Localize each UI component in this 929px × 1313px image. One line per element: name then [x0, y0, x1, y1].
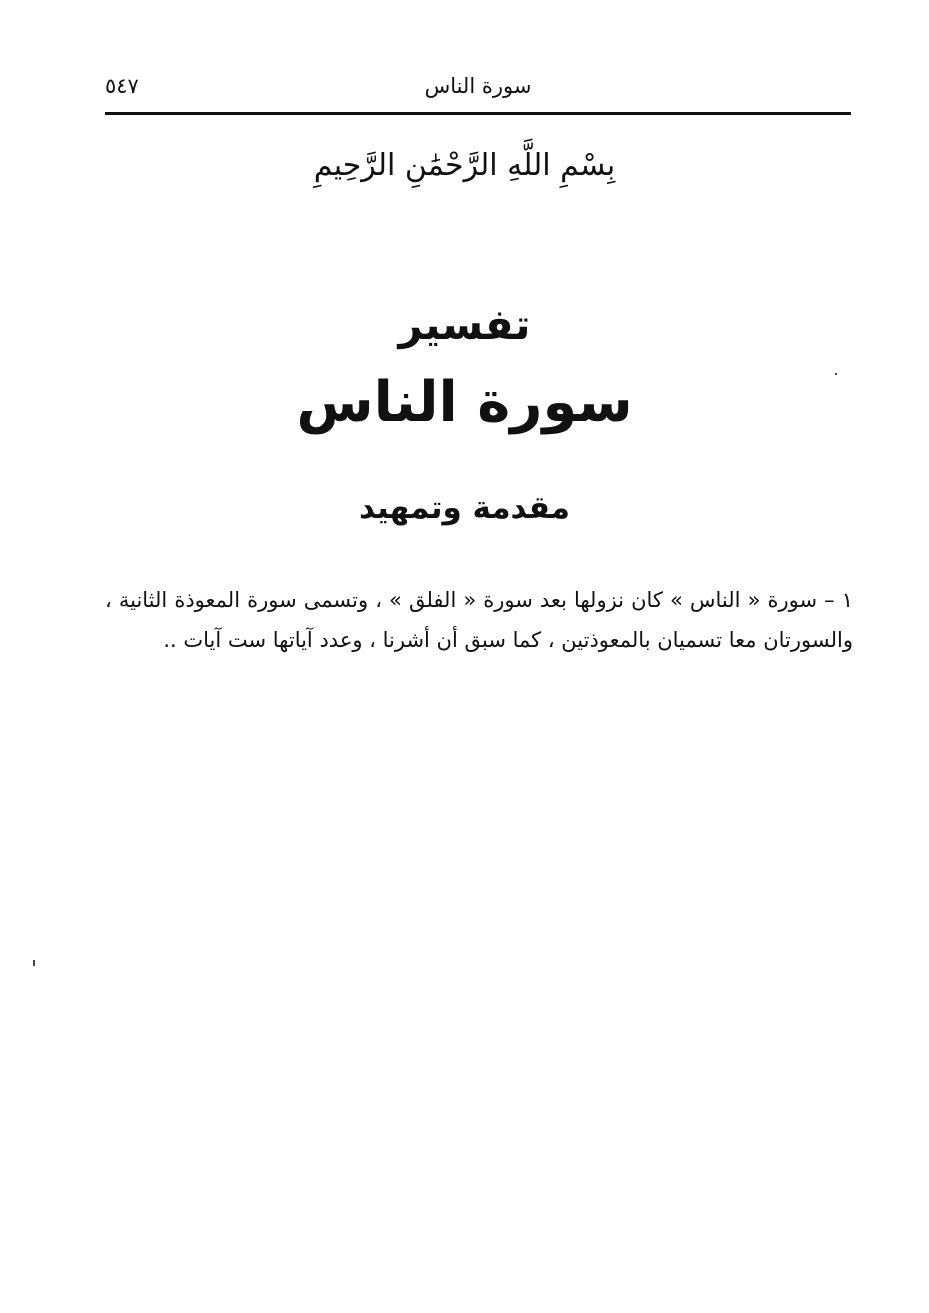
surah-title: سورة الناس — [296, 370, 633, 435]
section-heading: مقدمة وتمهيد — [359, 490, 570, 526]
body-paragraph: ١ – سورة « الناس » كان نزولها بعد سورة « الفلق » ، وتسمى سورة المعوذة الثانية ، والسورتان معا تسميان بالمعوذتين ، كما سبق أن أشرنا ، وعدد آياتها ست آيات .. — [105, 588, 853, 652]
title-prefix: تفسير — [398, 300, 531, 349]
scan-speck — [33, 960, 35, 966]
running-title: سورة الناس — [424, 74, 532, 98]
page-number: ٥٤٧ — [105, 74, 139, 98]
basmala: بِسْمِ اللَّهِ الرَّحْمَٰنِ الرَّحِيمِ — [313, 148, 616, 183]
header-rule — [105, 112, 851, 115]
page-header — [105, 68, 851, 108]
scan-speck — [835, 373, 837, 375]
